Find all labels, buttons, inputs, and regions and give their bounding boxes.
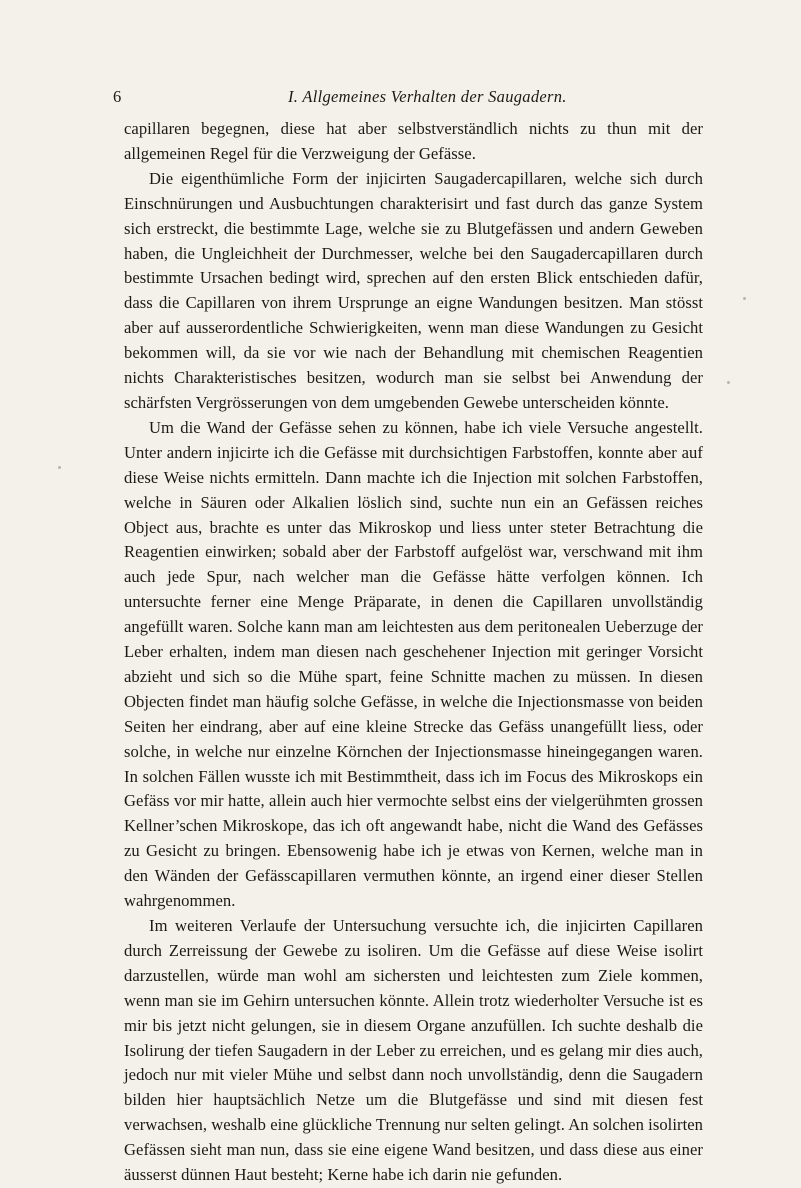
- paragraph: Um die Wand der Gefässe sehen zu können, habe ich viele Versuche angestellt. Unter andern injicirte ich die Gefässe mit durchsichtigen Farbstoffen, konnte aber auf diese Weise nichts ermitteln. Dann machte ich die Injection mit solchen Farbstoffen, welche in Säuren oder Alkalien löslich sind, suchte nun ein an Gefässen reiches Object aus, brachte es unter das Mikroskop und liess unter steter Betrachtung die Reagentien einwirken; sobald aber der Farbstoff aufgelöst war, verschwand mit ihm auch jede Spur, nach welcher man die Gefässe hätte verfolgen können. Ich untersuchte ferner eine Menge Präparate, in denen die Capillaren unvollständig angefüllt waren. Solche kann man am leichtesten aus dem peritonealen Ueberzuge der Leber erhalten, indem man diesen nach geschehener Injection mit geringer Vorsicht abzieht und sich so die Mühe spart, feine Schnitte machen zu müssen. In diesen Objecten findet man häufig solche Gefässe, in welche die Injectionsmasse von beiden Seiten her eindrang, aber auf eine kleine Strecke das Gefäss unangefüllt liess, oder solche, in welche nur einzelne Körnchen der Injectionsmasse hineingegangen waren. In solchen Fällen wusste ich mit Bestimmtheit, dass ich im Focus des Mikroskops ein Gefäss vor mir hatte, allein auch hier vermochte selbst eins der vielgerühmten grossen Kellner’schen Mikroskope, das ich oft angewandt habe, nicht die Wand des Gefässes zu Gesicht zu bringen. Ebensowenig habe ich je etwas von Kernen, welche man in den Wänden der Gefässcapillaren vermuthen könnte, an irgend einer dieser Stellen wahrgenommen.: [124, 417, 703, 911]
- paper-speck: [58, 466, 61, 469]
- paper-speck: [727, 381, 730, 384]
- paragraph-continuation: capillaren begegnen, diese hat aber selbstverständlich nichts zu thun mit der allgemeinen Regel für die Verzweigung der Gefässe.: [124, 119, 703, 163]
- paragraph: Im weiteren Verlaufe der Untersuchung versuchte ich, die injicirten Capillaren durch Zerreissung der Gewebe zu isoliren. Um die Gefässe auf diese Weise isolirt darzustellen, würde man wohl am sichersten und leichtesten zum Ziele kommen, wenn man sie im Gehirn untersuchen könnte. Allein trotz wiederholter Versuche ist es mir bis jetzt nicht gelungen, sie in diesem Organe anzufüllen. Ich suchte deshalb die Isolirung der tiefen Saugadern in der Leber zu erreichen, und es gelang mir dies auch, jedoch nur mit vieler Mühe und selbst dann noch unvollständig, denn die Saugadern bilden hier hauptsächlich Netze um die Blutgefässe und sind mit diesen fest verwachsen, weshalb eine glückliche Trennung nur selten gelingt. An solchen isolirten Gefässen sieht man nun, dass sie eine eigene Wand besitzen, und dass diese aus einer äusserst dünnen Haut besteht; Kerne habe ich darin nie gefunden.: [124, 916, 703, 1185]
- page-number: 6: [113, 87, 122, 106]
- page-header: [113, 87, 703, 109]
- paragraph: Die eigenthümliche Form der injicirten Saugadercapillaren, welche sich durch Einschnürungen und Ausbuchtungen charakterisirt und fast durch das ganze System sich erstreckt, die bestimmte Lage, welche sie zu Blutgefässen und andern Geweben haben, die Ungleichheit der Durchmesser, welche bei den Saugadercapillaren durch bestimmte Ursachen bedingt wird, sprechen auf den ersten Blick entschieden dafür, dass die Capillaren von ihrem Ursprunge an eigne Wandungen besitzen. Man stösst aber auf ausserordentliche Schwierigkeiten, wenn man diese Wandungen zu Gesicht bekommen will, da sie vor wie nach der Behandlung mit chemischen Reagentien nichts Charakteristisches besitzen, wodurch man sie selbst bei Anwendung der schärfsten Vergrösserungen von dem umgebenden Gewebe unterscheiden könnte.: [124, 168, 703, 412]
- running-title: I. Allgemeines Verhalten der Saugadern.: [288, 87, 567, 106]
- paper-speck: [743, 297, 746, 300]
- body-text: [124, 117, 703, 1188]
